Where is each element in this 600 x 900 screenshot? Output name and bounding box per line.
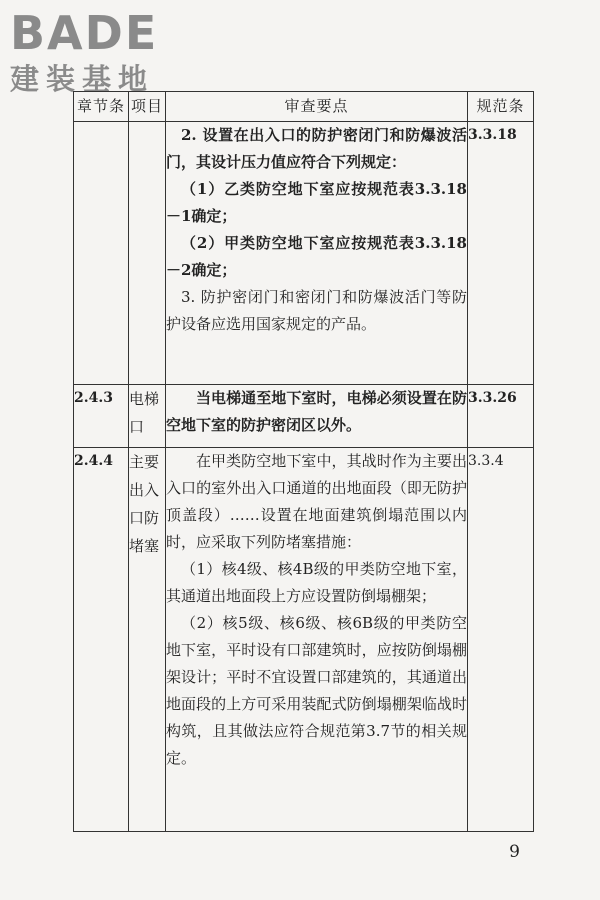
paragraph: 2. 设置在出入口的防护密闭门和防爆波活门，其设计压力值应符合下列规定： (166, 126, 467, 171)
cell-code: 3.3.18 (468, 122, 534, 385)
cell-section: 2.4.3 (74, 385, 129, 448)
table-row (74, 448, 534, 832)
cell-section (74, 122, 129, 385)
cell-item: 主要出入口防堵塞 (129, 448, 166, 832)
paragraph: （1）核4级、核4B级的甲类防空地下室，其通道出地面段上方应设置防倒塌棚架； (166, 560, 467, 605)
cell-review-points (166, 122, 468, 385)
header-review-points: 审查要点 (166, 92, 468, 122)
paragraph: 3. 防护密闭门和密闭门和防爆波活门等防护设备应选用国家规定的产品。 (166, 288, 467, 333)
header-item: 项目 (129, 92, 166, 122)
page-number: 9 (509, 842, 520, 862)
paragraph: （2）甲类防空地下室应按规范表3.3.18－2确定； (166, 234, 467, 279)
header-section: 章节条 (74, 92, 129, 122)
cell-item: 电梯口 (129, 385, 166, 448)
logo-wordmark: BADE (10, 6, 159, 60)
review-table (73, 91, 534, 832)
table-row (74, 122, 534, 385)
paragraph: 当电梯通至地下室时，电梯必须设置在防空地下室的防护密闭区以外。 (166, 389, 467, 434)
cell-code: 3.3.26 (468, 385, 534, 448)
logo (10, 8, 185, 96)
cell-review-points (166, 385, 468, 448)
logo-subtitle: 建装基地 (10, 62, 155, 96)
paragraph: 在甲类防空地下室中，其战时作为主要出入口的室外出入口通道的出地面段（即无防护顶盖段）……设置在地面建筑倒塌范围以内时，应采取下列防堵塞措施： (166, 452, 467, 551)
paragraph: （2）核5级、核6级、核6B级的甲类防空地下室，平时设有口部建筑时，应按防倒塌棚架设计；平时不宜设置口部建筑的，其通道出地面段的上方可采用装配式防倒塌棚架临战时构筑，且其做法应符合规范第3.7节的相关规定。 (166, 614, 467, 767)
header-code: 规范条 (468, 92, 534, 122)
table-header-row (74, 92, 534, 122)
paragraph: （1）乙类防空地下室应按规范表3.3.18－1确定； (166, 180, 467, 225)
table-row (74, 385, 534, 448)
cell-code: 3.3.4 (468, 448, 534, 832)
cell-review-points (166, 448, 468, 832)
cell-section: 2.4.4 (74, 448, 129, 832)
cell-item (129, 122, 166, 385)
